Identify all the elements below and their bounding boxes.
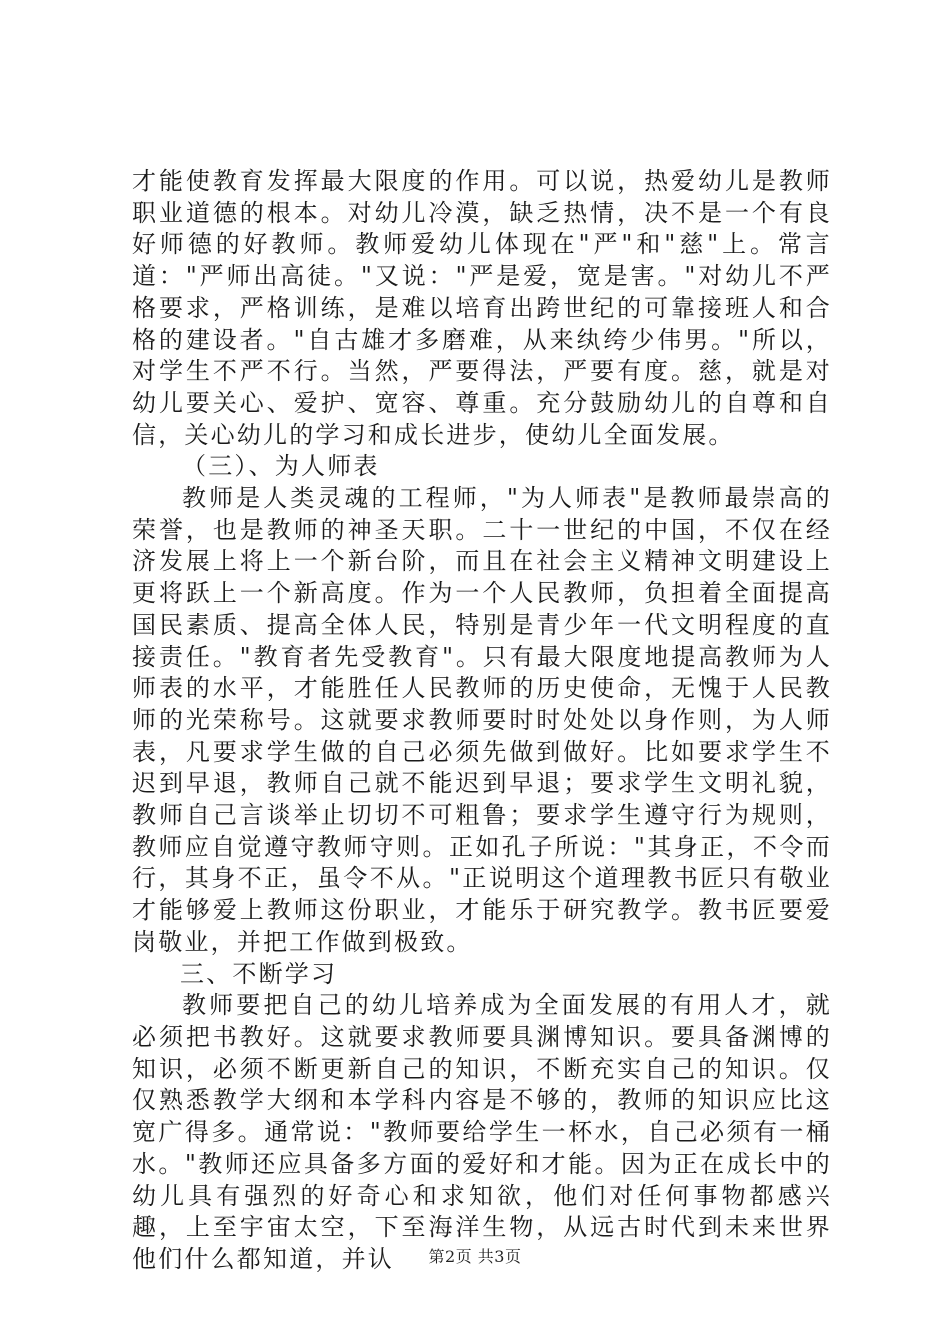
paragraph-continuous-learning: 教师要把自己的幼儿培养成为全面发展的有用人才，就必须把书教好。这就要求教师要具渊博知识。要具备渊博的知识，必须不断更新自己的知识，不断充实自己的知识。仅仅熟悉教学大纲和本学科内容是不够的，教师的知识应比这宽广得多。通常说："教师要给学生一杯水，自己必须有一桶水。"教师还应具备多方面的爱好和才能。因为正在成长中的幼儿具有强烈的好奇心和求知欲，他们对任何事物都感兴趣，上至宇宙太空，下至海洋生物，从远古时代到未来世界他们什么都知道，并认 xyxy=(132,991,832,1273)
section-heading-continuous-learning: 三、不断学习 xyxy=(180,959,338,988)
section-heading-role-model: （三）、为人师表 xyxy=(182,452,380,481)
paragraph-love-students: 才能使教育发挥最大限度的作用。可以说，热爱幼儿是教师职业道德的根本。对幼儿冷漠，缺乏热情，决不是一个有良好师德的好教师。教师爱幼儿体现在"严"和"慈"上。常言道："严师出高徒。"又说："严是爱，宽是害。"对幼儿不严格要求，严格训练，是难以培育出跨世纪的可靠接班人和合格的建设者。"自古雄才多磨难，从来纨绔少伟男。"所以，对学生不严不行。当然，严要得法，严要有度。慈，就是对幼儿要关心、爱护、宽容、尊重。充分鼓励幼儿的自尊和自信，关心幼儿的学习和成长进步，使幼儿全面发展。 xyxy=(132,167,832,449)
document-body xyxy=(132,166,832,1276)
page-footer: 第2页 共3页 xyxy=(428,1247,522,1266)
paragraph-role-model: 教师是人类灵魂的工程师，"为人师表"是教师最崇高的荣誉，也是教师的神圣天职。二十一世纪的中国，不仅在经济发展上将上一个新台阶，而且在社会主义精神文明建设上更将跃上一个新高度。作为一个人民教师，负担着全面提高国民素质、提高全体人民，特别是青少年一代文明程度的直接责任。"教育者先受教育"。只有最大限度地提高教师为人师表的水平，才能胜任人民教师的历史使命，无愧于人民教师的光荣称号。这就要求教师要时时处处以身作则，为人师表，凡要求学生做的自己必须先做到做好。比如要求学生不迟到早退，教师自己就不能迟到早退；要求学生文明礼貌，教师自己言谈举止切切不可粗鲁；要求学生遵守行为规则，教师应自觉遵守教师守则。正如孔子所说："其身正，不令而行，其身不正，虽令不从。"正说明这个道理教书匠只有敬业才能够爱上教师这份职业，才能乐于研究教学。教书匠要爱岗敬业，并把工作做到极致。 xyxy=(132,484,832,956)
